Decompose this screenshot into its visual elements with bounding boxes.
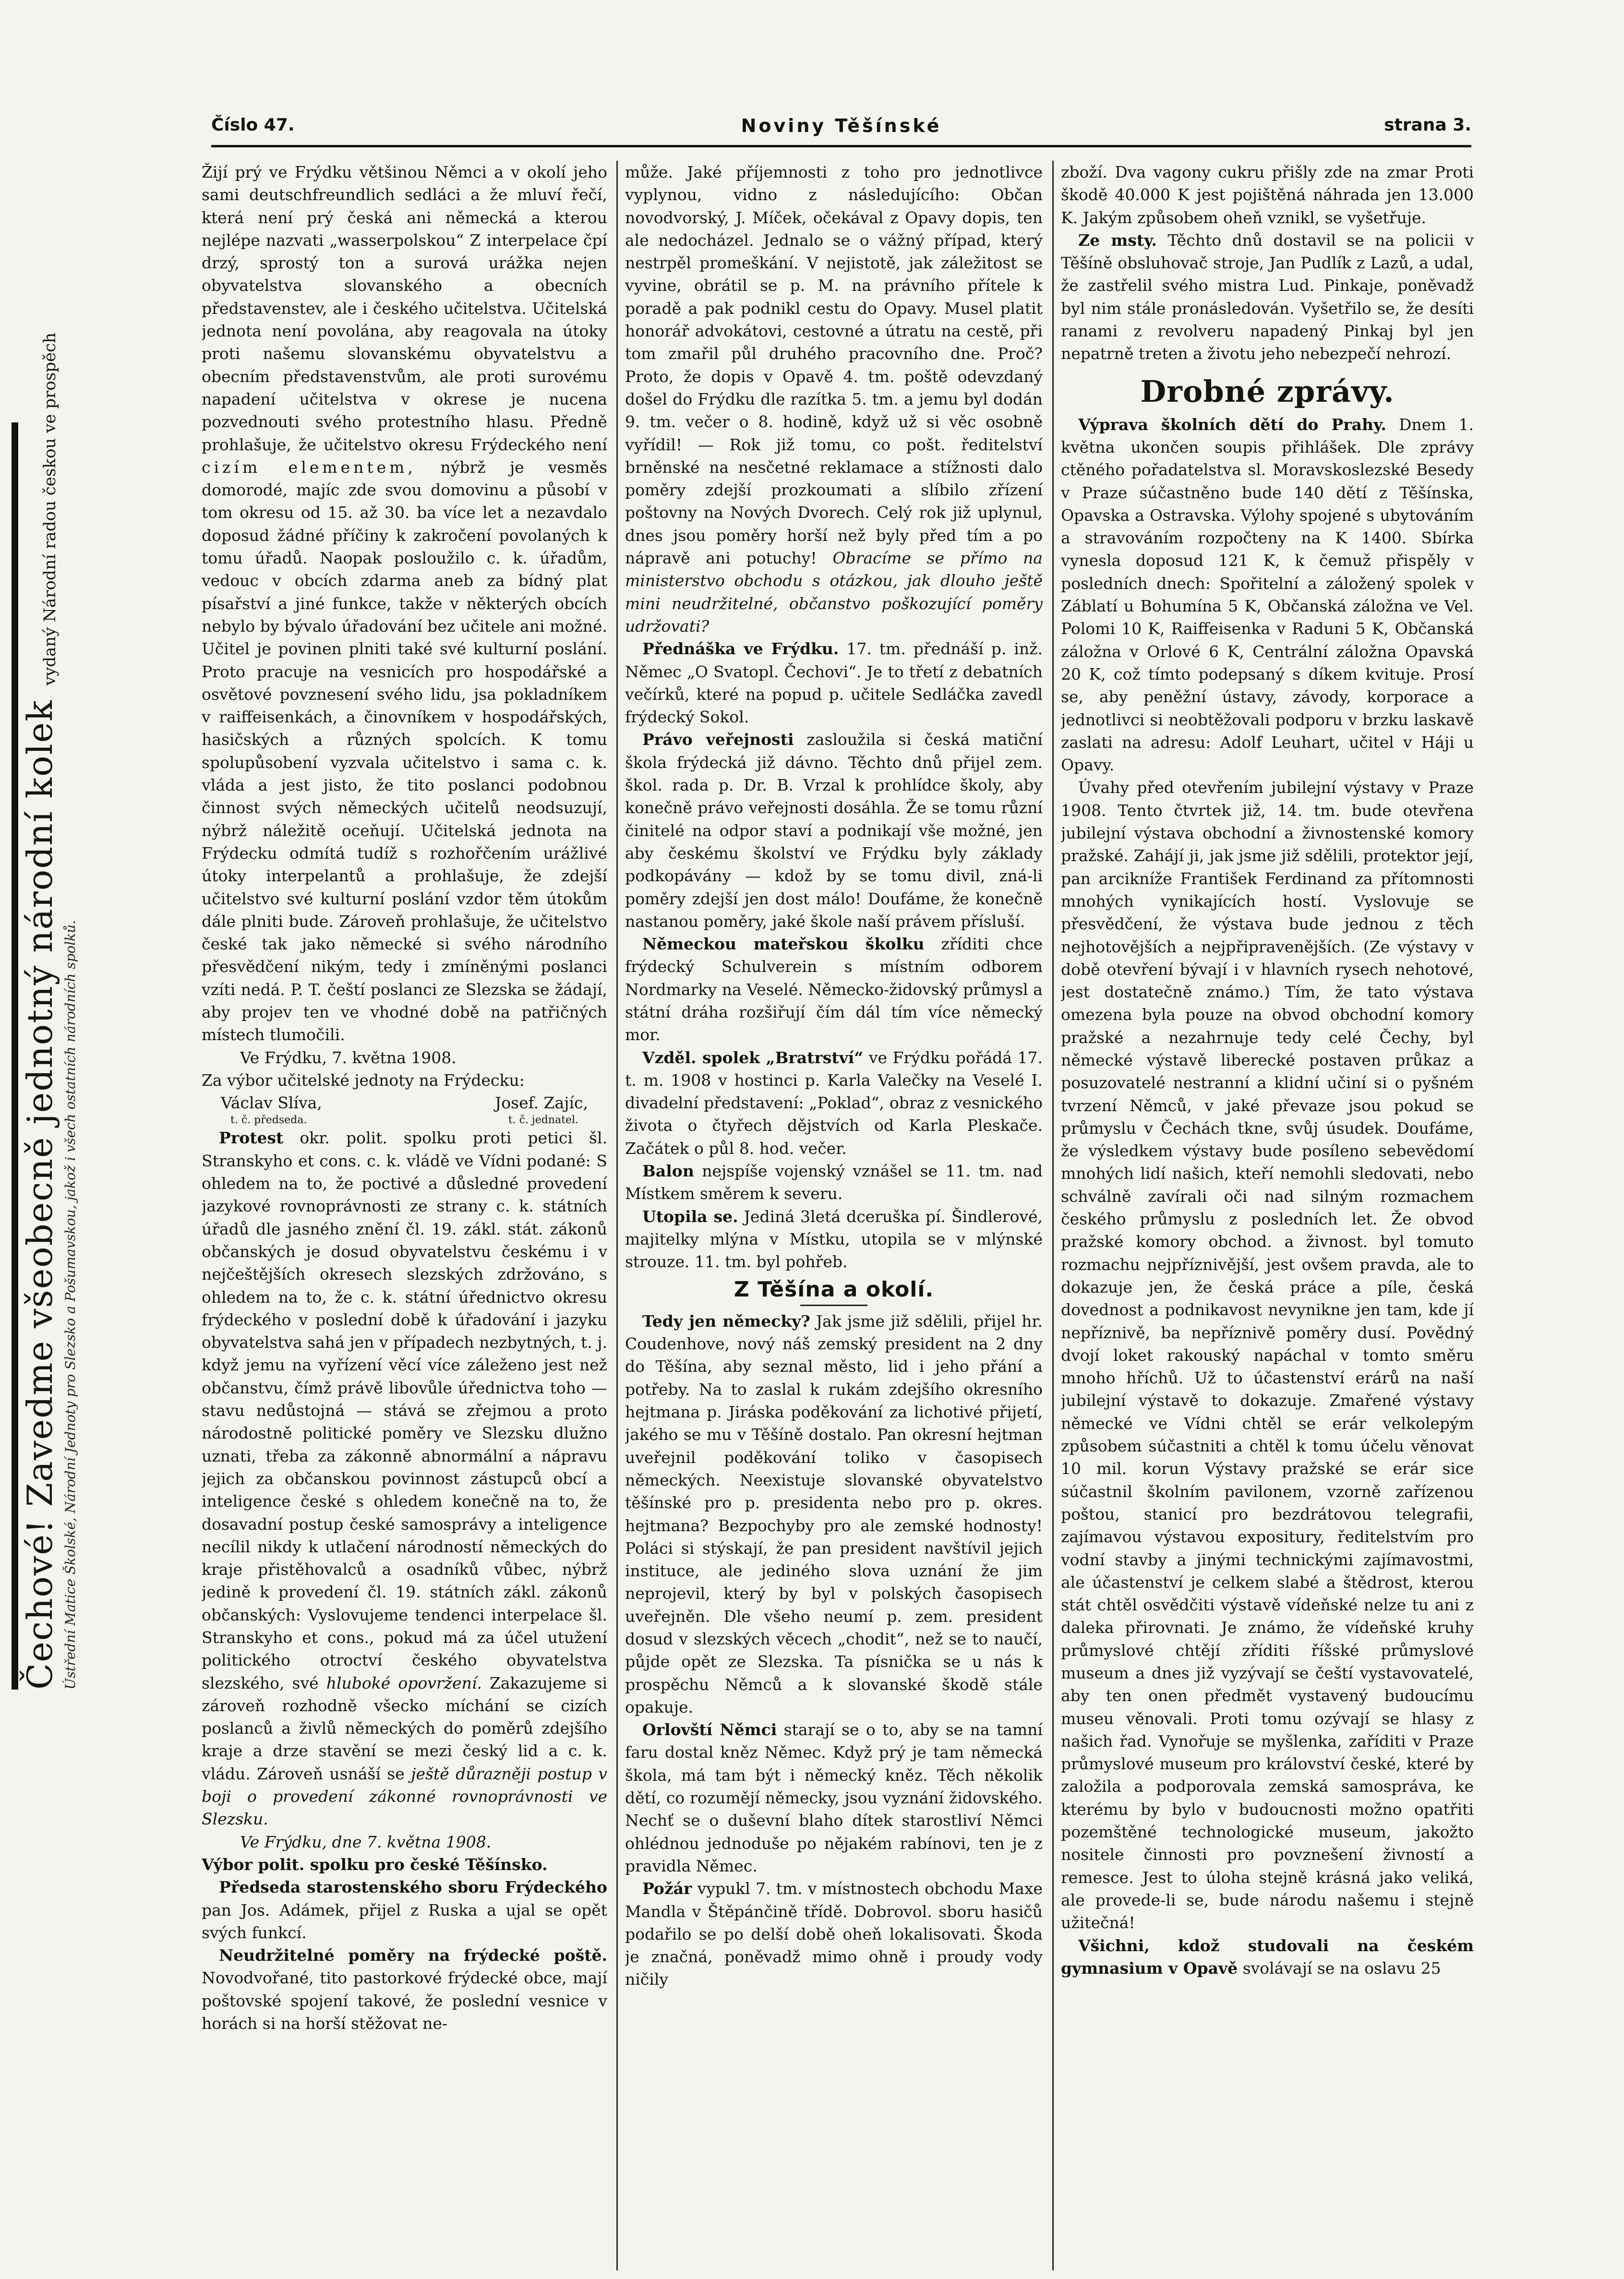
dateline: Ve Frýdku, dne 7. května 1908. <box>240 1832 492 1851</box>
article-paragraph: Žijí prý ve Frýdku většinou Němci a v okolí jeho sami deutschfreundlich sedláci a že mluví řečí, která není prý česká ani německá a kterou nejlépe nazvati „wasserpolskou“ Z interpelace čpí drzý, sprostý ton a surová urážka nejen obyvatelstva slovanského a obecních představenstev, ale i českého učitelstva. Učitelská jednota není povolána, aby reagovala na útoky proti našemu slovanskému obyvatelstvu a obecním představenstvům, ale proti surovému napadení učitelstva v okrese je nucena pozvednouti svého protestního hlasu. Předně prohlašuje, že učitelstvo okresu Frýdeckého není cizím elementem, nýbrž je vesměs domorodé, majíc zde svou domovinu a působí v tom okresu od 15. až 30. ba více let a nezavdalo doposud žádné příčiny k zakročení povolaných k tomu úřadů. Naopak posloužilo c. k. úřadům, vedouc v obcích zdarma aneb za bídný plat písařství a jiné funkce, takže v některých obcích nebylo by bývalo úřadování bez učitele ani možné. Učitel je povinen plniti také své kulturní poslání. Proto pracuje na vesnicích pro hospodářské a osvětové povznesení svého lidu, jsa pokladníkem v raiffeisenkách, a činovníkem v hospodářských, hasičských a různých spolcích. K tomu spolupůsobení vyzvala učitelstvo i sama c. k. vláda a jest jisto, že tito poslanci podobnou činnost svých německých učitelů neodsuzují, nýbrž náležitě oceňují. Učitelská jednota na Frýdecku odmítá tudíž s rozhořčením urážlivé útoky interpelantů a prohlašuje, že zdejší učitelstvo své kulturní poslání vzdor těm útokům dále plniti bude. Zároveň prohlašuje, že učitelstvo české tak jako německé si svého národního přesvědčení nikým, tedy i zmíněnými poslanci vzíti nedá. P. T. čeští poslanci ze Slezska se žádají, aby projev ten ve vhodné době na patřičných místech tlumočili. <box>202 163 607 1044</box>
signature-name: Josef. Zajíc, <box>495 1093 588 1113</box>
national-stamp-sidebar <box>7 332 78 1690</box>
signature-role: t. č. jednatel. <box>508 1114 578 1127</box>
article-lead: Tedy jen německy? <box>642 1311 810 1331</box>
article-paragraph: Utopila se. Jediná 3letá dceruška pí. Šindlerové, majitelky mlýna v Místku, utopila se v mlýnské strouze. 11. tm. byl pohřeb. <box>625 1207 1043 1271</box>
signature-committee: Výbor polit. spolku pro české Těšínsko. <box>202 1855 548 1874</box>
article-lead: Právo veřejnosti <box>642 730 794 749</box>
sidebar-subline: vydaný Národní radou českou ve prospěch <box>40 332 60 686</box>
column-1 <box>202 161 607 2268</box>
sidebar-rule <box>12 422 18 1690</box>
article-paragraph: může. Jaké příjemnosti z toho pro jednotlivce vyplynou, vidno z následujícího: Občan novodvorský, J. Míček, očekával z Opavy dopis, ten ale nedocházel. Jednalo se o vážný případ, který nestrpěl promeškání. V nejistotě, jak záležitost se vyvine, obrátil se p. M. na právního přítele k poradě a pak podnikl cestu do Opavy. Musel platit honorář advokátovi, cestovné a útratu na cestě, při tom zmařil půl druhého pracovního dne. Proč? Proto, že dopis v Opavě 4. tm. poště odevzdaný došel do Frýdku dle razítka 5. tm. a jemu byl dodán 9. tm. večer o 8. hodině, když už si věc osobně vyřídil! — Rok již tomu, co pošt. ředitelství brněnské na nesčetné reklamace a stížnosti dalo poměry zdejší prozkoumati a slíbilo zřízení poštovny na Nových Dvorech. Celý rok již uplynul, dnes jsou poměry horší než byly před tím a po nápravě ani potuchy! Obracíme se přímo na ministerstvo obchodu s otázkou, jak dlouho ještě mini neudržitelné, občanstvo poškozující poměry udržovati? <box>625 163 1043 636</box>
article-lead: Utopila se. <box>642 1207 738 1226</box>
article-paragraph: Výprava školních dětí do Prahy. Dnem 1. května ukončen soupis přihlášek. Dle zprávy ctěného pořadatelstva sl. Moravskoslezské Besedy v Praze súčastněno bude 140 dětí z Těšínska, Opavska a Ostravska. Výlohy spojené s ubytováním a stravováním rozpočteny na K 1400. Sbírka vynesla doposud 121 K, k čemuž přispěly v posledních dnech: Spořitelní a záložený spolek v Záblatí u Bohumína 5 K, Občanská záložna ve Vel. Polomi 10 K, Raiffeisenka v Raduni 5 K, Občanská záložna v Orlové 6 K, Centrální záložna Opavská 20 K, což tímto podepsaný s díkem kvituje. Prosí se, aby peněžní ústavy, závody, korporace a jednotlivci si neobtěžovali podporu v brzku laskavě zaslati na adresu: Adolf Leuhart, učitel v Háji u Opavy. <box>1061 415 1474 775</box>
section-heading: Z Těšína a okolí. <box>734 1277 934 1302</box>
article-lead: Ze msty. <box>1078 230 1157 250</box>
article-paragraph: Ze msty. Těchto dnů dostavil se na policii v Těšíně obsluhovač stroje, Jan Pudlík z Lazů, a udal, že zastřelil svého mistra Lud. Pinkaje, poněvadž byl nim stále pronásledován. Vyšetřilo se, že desíti ranami z revolveru napadený Pinkaj byl jen nepatrně treten a životu jeho nebezpečí nehrozí. <box>1061 230 1474 363</box>
newspaper-title: Noviny Těšínské <box>741 115 942 136</box>
column-3 <box>1061 161 1474 2268</box>
signature-roles <box>202 1114 607 1127</box>
article-paragraph: Přednáška ve Frýdku. 17. tm. přednáší p. inž. Němec „O Svatopl. Čechovi“. Je to třetí z debatních večírků, které na popud p. učitele Sedláčka zavedl frýdecký Sokol. <box>625 639 1043 727</box>
column-divider <box>616 161 618 2270</box>
article-paragraph: Požár vypukl 7. tm. v místnostech obchodu Maxe Mandla v Štěpánčině třídě. Dobrovol. sboru hasičů podařilo se po delší době oheň lokalisovati. Škoda je značná, poněvadž mimo ohně i proudy vody ničily <box>625 1879 1043 1989</box>
article-lead: Požár <box>642 1879 692 1898</box>
sidebar-note: Ústřední Matice Školské, Národní Jednoty pro Slezsko a Pošumavskou, jakož i všech ostatních národních spolků. <box>62 920 78 1690</box>
article-lead: Výprava školních dětí do Prahy. <box>1078 415 1386 434</box>
signature-committee: Za výbor učitelské jednoty na Frýdecku: <box>202 1070 525 1090</box>
column-2 <box>625 161 1043 2268</box>
article-paragraph: Právo veřejnosti zasloužila si česká matiční škola frýdecká již dávno. Těchto dnů přijel zem. škol. rada p. Dr. B. Vrzal k prohlídce školy, aby konečně právo veřejnosti dosáhla. Že se tomu různí činitelé na odpor staví a podnikají vše možné, jen aby českému školství ve Frýdku byly základy podkopávány — kdož by se tomu divil, zná-li poměry zdejší jen dost málo! Doufáme, že konečně nastanou poměry, jaké škole naší právem přísluší. <box>625 730 1043 931</box>
signature-role: t. č. předseda. <box>230 1114 307 1127</box>
article-paragraph: Balon nejspíše vojenský vznášel se 11. tm. nad Místkem směrem k severu. <box>625 1162 1043 1203</box>
article-paragraph: Předseda starostenského sboru Frýdeckého pan Jos. Adámek, přijel z Ruska a ujal se opět svých funkcí. <box>202 1878 607 1942</box>
page-number: strana 3. <box>1384 115 1471 135</box>
issue-number: Číslo 47. <box>211 115 295 135</box>
signature-names <box>202 1092 607 1114</box>
article-lead: Vzděl. spolek „Bratrství“ <box>642 1048 864 1067</box>
section-rule <box>800 1305 867 1306</box>
article-lead: Neudržitelné poměry na frýdecké poště. <box>219 1946 607 1965</box>
article-lead: Přednáška ve Frýdku. <box>642 639 839 659</box>
section-heading: Drobné zprávy. <box>1140 373 1395 409</box>
article-lead: Protest <box>219 1128 284 1148</box>
article-lead: Balon <box>642 1162 694 1181</box>
article-lead: Všichni, kdož studovali na českém gymnasium v Opavě <box>1061 1936 1474 1978</box>
page-header <box>211 115 1471 139</box>
dateline: Ve Frýdku, 7. května 1908. <box>240 1048 457 1067</box>
article-lead: Orlovští Němci <box>642 1720 777 1739</box>
article-lead: Německou mateřskou školku <box>642 935 925 954</box>
column-divider <box>1052 161 1054 2270</box>
sidebar-vertical-text <box>18 332 78 1690</box>
article-paragraph: Úvahy před otevřením jubilejní výstavy v Praze 1908. Tento čtvrtek již, 14. tm. bude otevřena jubilejní výstava obchodní a živnostenské komory pražské. Zahájí ji, jak jsme již sdělili, protektor její, pan arcikníže František Ferdinand za přítomnosti mnohých vynikajících hostí. Vyslovuje se přesvědčení, že výstava bude jednou z těch nejhotovějších a nejpřipravenějších. (Ze výstavy v době otevření bývají i v hlavních rysech nehotové, jest dostatečně známo.) Tím, že tato výstava omezena byla pouze na obvod obchodní komory pražské a nezahrnuje tedy celé Čechy, byl německé výstavě liberecké postaven průkaz a posuzovatelé nestranní a klidní učiní si o pyšném tvrzení Němců, v jaké převaze jsou pokud se průmyslu v Čechách tkne, svůj úsudek. Doufáme, že výsledkem výstavy bude posíleno sebevědomí mnohých lidí našich, kteří nemohli sledovati, nebo schválně zavírali oči nad silným rozmachem českého průmyslu z posledních let. Že obvod pražské komory obchod. a živnost. byl tomuto rozmachu nejpříznivější, jest ovšem pravda, ale to dokazuje jen, že česká práce a píle, česká dovednost a podnikavost nevynikne jen tam, kde jí nepříznivě, ba nepříznivě poměry dusí. Povědný dvojí loket rakouský napáchal v tomto směru mnoho hříchů. Už to účastenství erárů na naší jubilejní výstavě to dokazuje. Zmařené výstavy německé ve Vídni chtěl se erár velkolepým způsobem súčastniti a chtěl k tomu účelu věnovat 10 mil. korun Výstavy pražské se erár sice súčastnil školním pavilonem, vzorně zařízenou poštou, stanicí pro bezdrátovou telegrafii, zajímavou výstavou expositury, ředitelstvím pro vodní stavby a jinými technickými zajímavostmi, ale účastenství je celkem slabé a štědrost, kterou stát chtěl osvědčiti výstavě vídeňské nelze tu ani z daleka přirovnati. Je známo, že vídeňské kruhy průmyslové chtějí zříditi říšské průmyslové museum a dnes již vyzývají se čeští vystavovatelé, aby ten onen předmět vystavený budoucímu museu věnovali. Proti tomu ozývají se hlasy z našich řad. Vynořuje se myšlenka, zaříditi v Praze průmyslové museum pro království české, které by založila a podporovala zemská samospráva, ke kterému by bylo v budoucnosti možno opatřiti pozemštěné technologické museum, jakožto nositele činnosti pro povznešení živností a remesce. Jest to úloha stejně krásná jako veliká, ale provede-li se, bude národu našemu i stejně užitečná! <box>1061 778 1474 1932</box>
article-paragraph: Vzděl. spolek „Bratrství“ ve Frýdku pořádá 17. t. m. 1908 v hostinci p. Karla Valečky na Veselé I. divadelní představení: „Poklad“, obraz z vesnického života o čtyřech dějstvích od Karla Pleskače. Začátek o půl 8. hod. večer. <box>625 1048 1043 1158</box>
spaced-emphasis: cizím elementem, <box>202 457 416 477</box>
article-paragraph: Německou mateřskou školku zříditi chce frýdecký Schulverein s místním odborem Nordmarky na Veselé. Německo-židovský průmysl a státní dráha rozšiřují čím dál tím více německý mor. <box>625 935 1043 1044</box>
signature-name: Václav Slíva, <box>221 1093 322 1113</box>
header-rule <box>211 145 1471 147</box>
article-paragraph: Protest okr. polit. spolku proti petici šl. Stranskyho et cons. c. k. vládě ve Vídni podané: S ohledem na to, že poctivé a důsledné provedení jazykové rovnoprávnosti ze strany c. k. státních úřadů dle jasného znění čl. 19. zákl. stát. zákonů občanských je dosud obyvatelstvu českému i v nejčeštějších okresech slezských zdržováno, s ohledem na to, že c. k. státní úřednictvo okresu frýdeckého v poslední době k úřadování i jazyku obyvatelstva sahá jen v případech nezbytných, t. j. když jemu na vyřízení věcí více záleženo jest než občanstvu, čímž právě libovůle úřednictva toho — stavu nedůstojná — stává se zřejmou a proto národostně politické poměry ve Slezsku dlužno uznati, třeba za zákonně abnormální a nápravu jejich za občanskou povinnost zástupců obcí a inteligence české s ohledem konečně na to, že dosavadní postup české samosprávy a inteligence necílil nikdy k utlačení národností německých do kraje přistěhovalců a osadníků vůbec, nýbrž jedině k provedení čl. 19. státních zákl. zákonů občanských: Vyslovujeme tendenci interpelace šl. Stranskyho et cons., pokud má za účel utužení politického otroctví českého obyvatelstva slezského, své hluboké opovržení. Zakazujeme si zároveň rozhodně všecko míchání se cizích poslanců a živlů německých do poměrů zdejšího kraje a drze stavění se mezi český lid a c. k. vládu. Zároveň usnáší se ještě důrazněji postup v boji o provedení zákonné rovnoprávnosti ve Slezsku. <box>202 1128 607 1829</box>
article-lead: Předseda starostenského sboru Frýdeckého <box>219 1878 607 1897</box>
sidebar-headline: Čechové! Zavedme všeobecně jednotný národní kolek <box>20 699 60 1690</box>
article-paragraph: Orlovští Němci starají se o to, aby se na tamní faru dostal kněz Němec. Když prý je tam německá škola, má tam být i německý kněz. Těch několik dětí, co rozumějí německy, jsou vyznání židovského. Nechť se o duševní blaho dítek starostliví Němci ohlédnou jednoduše po nějakém rabínovi, ten je z pravidla Němec. <box>625 1720 1043 1875</box>
article-paragraph: Všichni, kdož studovali na českém gymnasium v Opavě svolávají se na oslavu 25 <box>1061 1936 1474 1978</box>
article-paragraph: Neudržitelné poměry na frýdecké poště. Novodvořané, tito pastorkové frýdecké obce, mají poštovské spojení takové, že poslední vesnice v horách si na horší stěžovat ne- <box>202 1946 607 2033</box>
article-paragraph: Tedy jen německy? Jak jsme již sdělili, přijel hr. Coudenhove, nový náš zemský president na 2 dny do Těšína, aby seznal město, lid i jeho přání a potřeby. Na to zaslal k rukám zdejšího okresního hejtmana p. Jiráska poděkování za lichotivé přijetí, jakého se mu v Těšíně dostalo. Pan okresní hejtman uveřejnil poděkování toliko v časopisech německých. Neexistuje slovanské obyvatelstvo těšínské pro p. presidenta nebo pro p. okres. hejtmana? Bezpochyby pro ale zemské hodnosty! Poláci si stýskají, že pan president navštívil jejich instituce, ale jediného slova uznání že jim neprojevil, který by byl v polských časopisech uveřejněn. Dle všeho neumí p. zem. president dosud v slezských věcech „chodit“, než se to naučí, půjde opět ze Slezska. Ta písnička se u nás k prospěchu Němců a k slovanské škodě stále opakuje. <box>625 1311 1043 1716</box>
article-paragraph: zboží. Dva vagony cukru přišly zde na zmar Proti škodě 40.000 K jest pojištěná náhrada jen 13.000 K. Jakým způsobem oheň vznikl, se vyšetřuje. <box>1061 163 1474 227</box>
